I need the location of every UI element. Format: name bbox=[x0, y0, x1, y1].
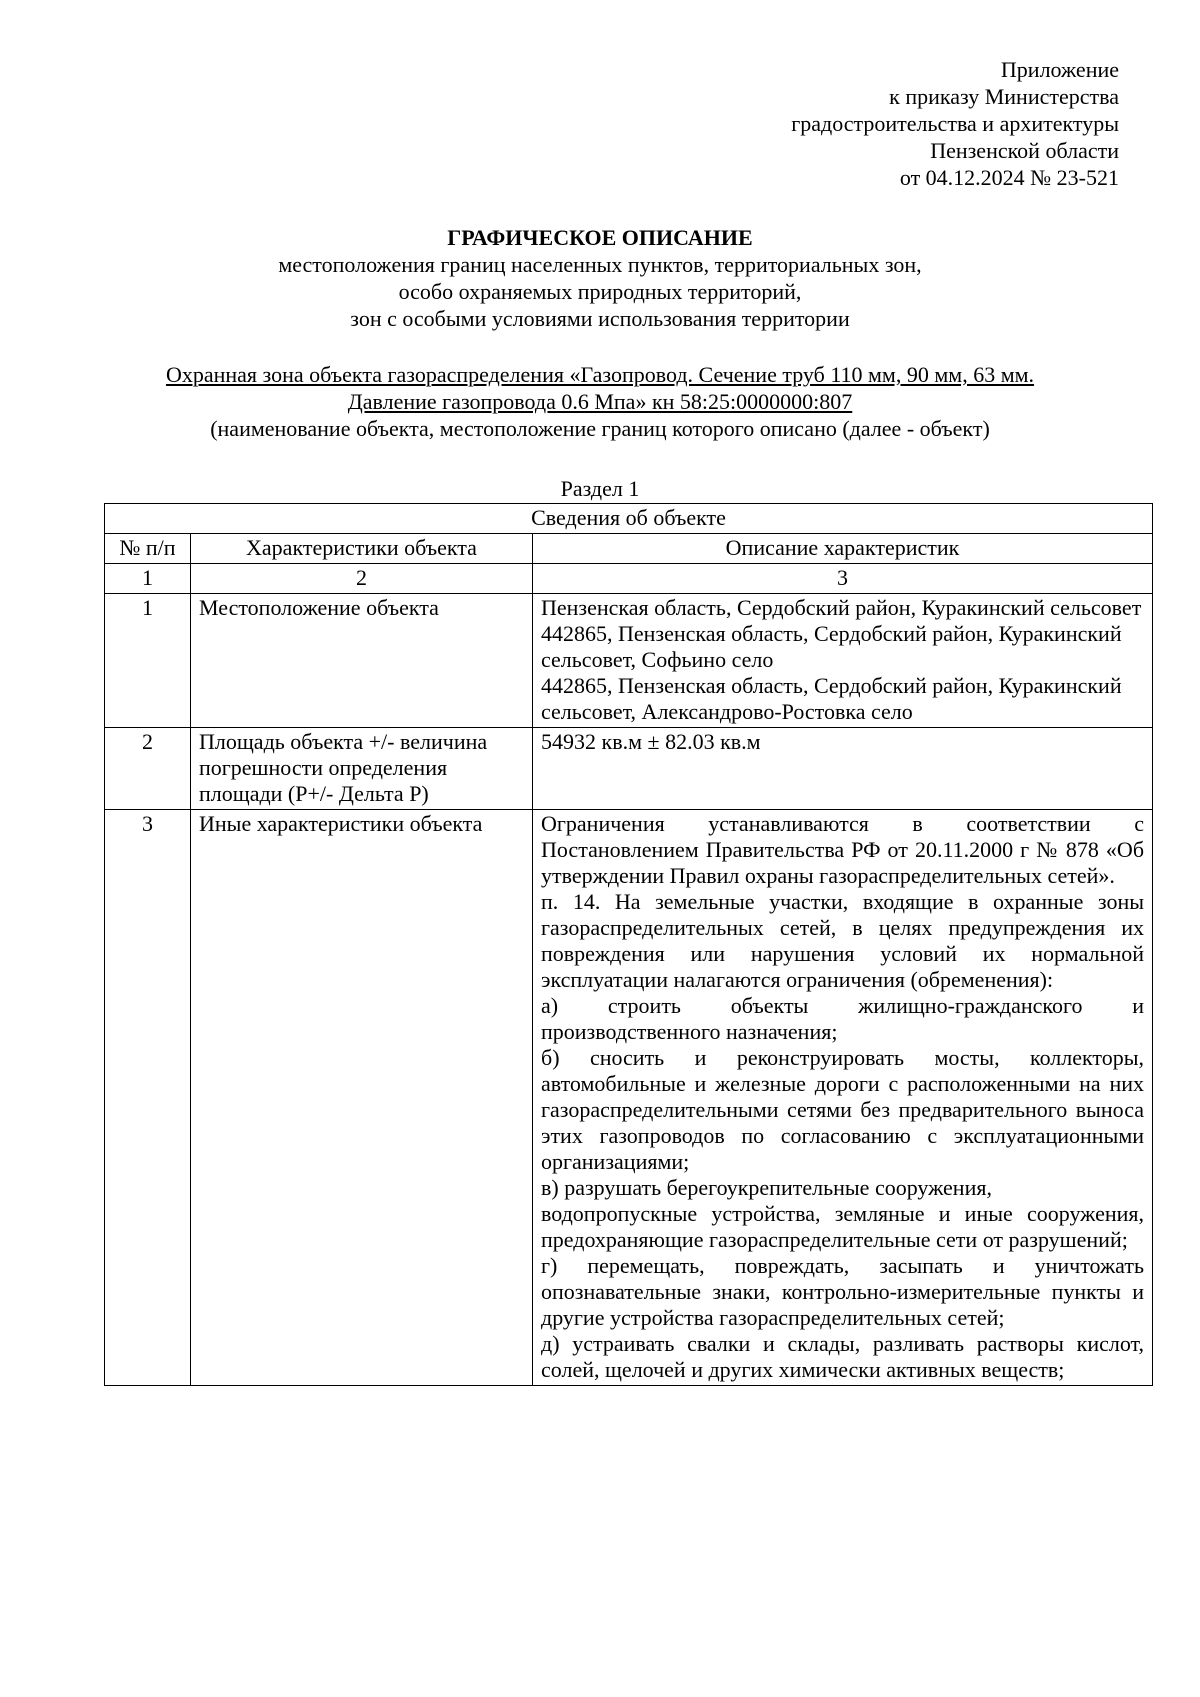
row-number: 2 bbox=[105, 728, 191, 810]
column-number: 2 bbox=[191, 564, 533, 594]
table-row bbox=[105, 728, 1153, 810]
table-row bbox=[105, 810, 1153, 1386]
section-label: Раздел 1 bbox=[560, 476, 640, 501]
row-characteristic: Иные характеристики объекта bbox=[191, 810, 533, 1386]
header-line: Приложение bbox=[1000, 57, 1119, 82]
row-description bbox=[533, 810, 1153, 1386]
column-header: Описание характеристик bbox=[533, 534, 1153, 564]
table-row bbox=[105, 594, 1153, 728]
approval-header bbox=[791, 56, 1119, 191]
description-paragraph: Ограничения устанавливаются в соответствии с Постановлением Правительства РФ от 20.11.2000 г № 878 «Об утверждении Правил охраны газораспределительных сетей». bbox=[541, 811, 1145, 888]
column-header: Характеристики объекта bbox=[191, 534, 533, 564]
object-name-line: Охранная зона объекта газораспределения «Газопровод. Сечение труб 110 мм, 90 мм, 63 мм. bbox=[165, 362, 1035, 387]
header-line: градостроительства и архитектуры bbox=[791, 111, 1119, 136]
row-number: 1 bbox=[105, 594, 191, 728]
document-subtitle-line: зон с особыми условиями использования территории bbox=[350, 306, 850, 331]
document-title-block bbox=[0, 224, 1200, 332]
table-title-row bbox=[105, 504, 1153, 534]
description-paragraph: д) устраивать свалки и склады, разливать растворы кислот, солей, щелочей и других химически активных веществ; bbox=[541, 1331, 1145, 1382]
document-title: ГРАФИЧЕСКОЕ ОПИСАНИЕ bbox=[447, 225, 753, 250]
description-paragraph: Пензенская область, Сердобский район, Куракинский сельсовет bbox=[541, 595, 1142, 620]
description-paragraph: водопропускные устройства, земляные и иные сооружения, предохраняющие газораспределительные сети от разрушений; bbox=[541, 1201, 1145, 1252]
table-title: Сведения об объекте bbox=[105, 504, 1153, 534]
description-paragraph: в) разрушать берегоукрепительные сооружения, bbox=[541, 1175, 992, 1200]
object-name-caption: (наименование объекта, местоположение границ которого описано (далее - объект) bbox=[210, 416, 990, 441]
row-description bbox=[533, 594, 1153, 728]
row-number: 3 bbox=[105, 810, 191, 1386]
description-paragraph: 54932 кв.м ± 82.03 кв.м bbox=[541, 729, 761, 754]
description-paragraph: п. 14. На земельные участки, входящие в охранные зоны газораспределительных сетей, в целях предупреждения их повреждения или нарушения условий их нормальной эксплуатации налагаются ограничения (обременения): bbox=[541, 889, 1145, 992]
header-line: к приказу Министерства bbox=[889, 84, 1119, 109]
description-paragraph: б) сносить и реконструировать мосты, коллекторы, автомобильные и железные дороги с расположенными на них газораспределительными сетями без предварительного выноса этих газопроводов по согласованию с эксплуатационными организациями; bbox=[541, 1045, 1145, 1174]
object-name-line: Давление газопровода 0.6 Мпа» кн 58:25:0000000:807 bbox=[347, 389, 853, 414]
column-header: № п/п bbox=[105, 534, 191, 564]
column-number: 3 bbox=[533, 564, 1153, 594]
object-info-table bbox=[104, 503, 1153, 1386]
description-paragraph: а) строить объекты жилищно-гражданского и производственного назначения; bbox=[541, 993, 1145, 1044]
description-paragraph: г) перемещать, повреждать, засыпать и уничтожать опознавательные знаки, контрольно-измерительные пункты и другие устройства газораспределительных сетей; bbox=[541, 1253, 1145, 1330]
table-header-row bbox=[105, 534, 1153, 564]
description-paragraph: 442865, Пензенская область, Сердобский район, Куракинский сельсовет, Софьино село bbox=[541, 621, 1122, 672]
header-line: от 04.12.2024 № 23-521 bbox=[899, 165, 1119, 190]
row-characteristic: Площадь объекта +/- величина погрешности определения площади (Р+/- Дельта Р) bbox=[191, 728, 533, 810]
row-characteristic: Местоположение объекта bbox=[191, 594, 533, 728]
table-column-numbers-row bbox=[105, 564, 1153, 594]
column-number: 1 bbox=[105, 564, 191, 594]
row-description bbox=[533, 728, 1153, 810]
document-subtitle-line: местоположения границ населенных пунктов, территориальных зон, bbox=[278, 252, 922, 277]
document-subtitle-line: особо охраняемых природных территорий, bbox=[398, 279, 802, 304]
description-paragraph: 442865, Пензенская область, Сердобский район, Куракинский сельсовет, Александрово-Ростовка село bbox=[541, 673, 1122, 724]
object-name-block bbox=[0, 361, 1200, 442]
header-line: Пензенской области bbox=[930, 138, 1119, 163]
